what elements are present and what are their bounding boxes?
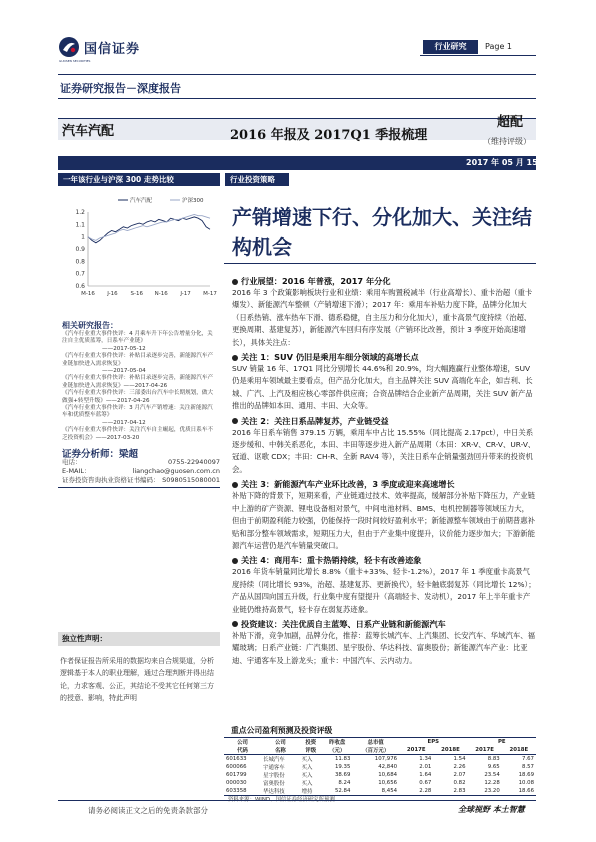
table-cell: 603358 bbox=[224, 787, 261, 796]
table-header-cell: （元） bbox=[322, 746, 352, 755]
section-bullet bbox=[232, 276, 536, 287]
table-cell: 10,656 bbox=[378, 780, 398, 786]
analyst-contact-row bbox=[62, 476, 220, 485]
section-text: 补贴下降的背景下，短期来看，产业链通过技术、效率提高，缓解部分补贴下降压力，产业链中上游的矿产资源、锂电设备相对景气，中间电池材料、BMS、电机控制器等领域压力大，但由于前期盈利能力较强，仍能保持一段时间较好盈利水平；新能源整车领域由于前期普惠补贴和部分整车领域需求，短期压力大，但由于产业集中度提升，议价能力逐步加大；下游新能源汽车运营仍是汽车销量突破口。 bbox=[232, 491, 536, 550]
section-text: 2016 年货车销量同比增长 8.8%（重卡+33%、轻卡-1.2%），2017 年 1 季度重卡高景气度持续（同比增长 93%，治超、基建复苏、更新换代），轻卡触底弱复苏（同比增长 12%）；产品从国四向国五升级，行业集中度有望提升（高端轻卡、发动机），2017 年上半年重卡产业链仍维持高景气，轻卡存在弱复苏迹象。 bbox=[232, 567, 536, 614]
footer-disclaimer: 请务必阅读正文之后的免责条款部分 bbox=[88, 806, 208, 815]
related-heading: 相关研究报告： bbox=[62, 321, 118, 330]
table-title: 重点公司盈利预测及投资评级 bbox=[231, 726, 333, 735]
section-text: 2016 年 3 个政策影响板块行业和业绩：乘用车购置税减半（行业高增长）、重卡治超（重卡爆发）、新能源汽车整顿（产销增速下滑）；2017 年：乘用车补贴力度下降，品牌分化加大（日系热销、涨车热车下滑、德系稳健，自主压力和分化加大），重卡高景气度持续（治超、更换周期、基建复苏），新能源汽车回归有序发展（产销环比改善，预计 3 季度开始高速增长），具体关注点： bbox=[232, 288, 533, 347]
contact-value: liangchao@guosen.com.cn bbox=[132, 467, 220, 475]
related-report-item: 《汽车行业重大事件快评：4 月乘车升下年公告增量分化，关注自主优质蓝筹，日系车产业链》 bbox=[62, 331, 213, 345]
bullet-dot-icon bbox=[232, 558, 238, 564]
chart-y-tick-label: 1.1 bbox=[75, 221, 85, 229]
table-cell: 2.01 bbox=[419, 764, 432, 770]
section-title: 投资建议：关注优质自主蓝筹、日系产业链和新能源汽车 bbox=[241, 618, 446, 629]
table-cell: 7.67 bbox=[521, 756, 534, 762]
chart-heading: 一年该行业与沪深 300 走势比较 bbox=[58, 173, 220, 186]
page-number: Page 1 bbox=[485, 42, 512, 51]
table-cell: 2.26 bbox=[453, 764, 466, 770]
table-cell: 10,684 bbox=[378, 772, 398, 778]
table-header-cell: 公司 bbox=[224, 738, 261, 747]
report-title: 2016 年报及 2017Q1 季报梳理 bbox=[230, 128, 428, 143]
table-header-cell: （百万元） bbox=[352, 746, 399, 755]
related-reports-list bbox=[62, 331, 217, 442]
table-cell: 2.07 bbox=[453, 772, 466, 778]
table-cell: 买入 bbox=[301, 781, 313, 787]
bullet-dot-icon bbox=[232, 621, 238, 627]
table-cell: 18.66 bbox=[502, 787, 536, 796]
table-cell: 8.83 bbox=[487, 756, 500, 762]
table-cell: 华达科技 bbox=[261, 787, 300, 796]
table-cell: 0.67 bbox=[419, 780, 432, 786]
table-cell: 星宇股份 bbox=[263, 773, 285, 779]
table-cell: 宇通客车 bbox=[263, 765, 285, 771]
table-row bbox=[224, 771, 536, 779]
analyst-rule bbox=[58, 487, 220, 488]
related-report-item: 《汽车行业重大事件快评：三部委出台汽车中长期规划，做大做强+转型升级》——2017-04-26 bbox=[62, 390, 214, 404]
table-cell: 买入 bbox=[301, 765, 313, 771]
table-cell: 42,840 bbox=[378, 764, 398, 770]
table-header-cell: PE bbox=[468, 738, 536, 747]
table-header-cell: 评级 bbox=[300, 746, 322, 755]
rating-note: （维持评级） bbox=[483, 137, 531, 146]
section-bullet bbox=[232, 352, 536, 363]
table-source bbox=[228, 795, 335, 803]
table-cell: 增持 bbox=[300, 787, 322, 796]
footer-rule bbox=[58, 800, 536, 801]
chart-series-line bbox=[88, 217, 210, 243]
table-header-cell: 名称 bbox=[261, 746, 300, 755]
table-row bbox=[224, 763, 536, 771]
table-cell: 38.69 bbox=[334, 772, 351, 778]
related-report-item: 《汽车行业重大事件快评：补贴目录逐步完善，新能源汽车产业链加快进入需求恢复》 bbox=[62, 353, 214, 367]
related-report-item: ——2017-05-04 bbox=[102, 368, 146, 375]
section-text: SUV 销量 16 年、17Q1 同比分别增长 44.6%和 20.9%，均大幅跑赢行业整体增速，SUV 仍是乘用车领域最主要看点，但产品分化加大，自主品牌关注 SUV 高端化车企，如吉利、长城、广汽、上汽及相应核心零部件供应商；合资品牌结合企业新产品周期，关注 SUV 新产品推出的品牌如本田、通用、丰田、大众等。 bbox=[232, 364, 533, 411]
section-title: 关注 2：关注日系品牌复苏，产业链受益 bbox=[241, 415, 389, 426]
table-row bbox=[224, 755, 536, 764]
chart-x-tick-label: J-16 bbox=[107, 291, 118, 297]
table-cell: 买入 bbox=[301, 757, 313, 763]
chart-y-tick-label: 0.7 bbox=[75, 270, 85, 278]
report-category: 证券研究报告－深度报告 bbox=[60, 82, 181, 95]
chart-x-tick-label: J-17 bbox=[180, 291, 191, 297]
analyst-contact-row bbox=[62, 467, 220, 476]
chart-y-tick-label: 1.2 bbox=[75, 209, 85, 216]
table-header-cell: 总市值 bbox=[352, 738, 399, 747]
analyst-contact bbox=[62, 458, 220, 485]
table-cell: 52.84 bbox=[322, 787, 352, 796]
chart-y-tick-label: 1 bbox=[81, 233, 85, 241]
headline-rule bbox=[224, 263, 536, 264]
chart-x-tick-label: M-16 bbox=[81, 291, 95, 297]
main-body bbox=[232, 276, 536, 667]
table-cell: 1.54 bbox=[453, 756, 466, 762]
table-header-cell: 2018E bbox=[433, 746, 467, 755]
table-cell: 000030 bbox=[226, 780, 247, 786]
contact-label: 电话： bbox=[62, 458, 82, 466]
section-title: 关注 1：SUV 仍旧是乘用车细分领域的高增长点 bbox=[241, 352, 419, 363]
related-report-item: ——2017-05-12 bbox=[102, 345, 146, 352]
table-cell: 买入 bbox=[301, 773, 313, 779]
table-cell: 8.57 bbox=[521, 764, 534, 770]
chart-x-tick-label: M-17 bbox=[203, 291, 217, 297]
section-text: 补贴下滑，竞争加剧，品牌分化，推荐：蓝筹长城汽车、上汽集团、长安汽车、华域汽车、福耀玻璃；日系产业链：广汽集团、星宇股份、华达科技、富奥股份；新能源汽车产业：比亚迪、宇通客车及上游龙头；重卡：中国汽车、云内动力。 bbox=[232, 630, 536, 665]
table-cell: 2.28 bbox=[399, 787, 433, 796]
section-title: 关注 3：新能源汽车产业环比改善，3 季度或迎来高速增长 bbox=[241, 479, 455, 490]
contact-label: E-MAIL： bbox=[62, 467, 91, 475]
table-header-cell: 昨收盘 bbox=[322, 738, 352, 747]
table-header-cell: 2017E bbox=[468, 746, 502, 755]
report-date: 2017 年 05 月 15 日 bbox=[466, 158, 549, 167]
brand-sub: GUOSEN SECURITIES bbox=[59, 59, 91, 63]
related-report-item: 《汽车行业重大事件快评：补贴目录逐步完善，新能源汽车产业链加快进入需求恢复》——2017-04-26 bbox=[62, 375, 214, 389]
table-row bbox=[224, 779, 536, 787]
table-header-cell: 2018E bbox=[502, 746, 536, 755]
footer-slogan: 全球视野 本土智慧 bbox=[458, 804, 525, 814]
table-cell: 长城汽车 bbox=[263, 757, 285, 763]
section-title: 关注 4：商用车：重卡热销持续，轻卡有改善迹象 bbox=[241, 555, 422, 566]
chart-x-tick-label: N-16 bbox=[154, 291, 168, 297]
table-cell: 107,976 bbox=[374, 756, 398, 762]
table-cell: 8.24 bbox=[338, 780, 351, 786]
trend-chart bbox=[58, 190, 218, 310]
chart-series-line bbox=[88, 215, 210, 241]
table-cell: 富奥股份 bbox=[263, 781, 285, 787]
chart-y-tick-label: 0.8 bbox=[75, 258, 85, 266]
related-report-item: 《汽车行业重大事件快评：3 月汽车产销增速：关注新能源汽车和优质整车蓝筹》 bbox=[62, 405, 213, 419]
section-bullet bbox=[232, 479, 536, 490]
related-report-item: 《汽车行业重大事件快评：关注汽车自主崛起，优质日系车不乏投资机会》——2017-03-20 bbox=[62, 427, 214, 441]
guosen-logo-icon bbox=[58, 36, 80, 58]
strategy-heading: 行业投资策略 bbox=[225, 173, 289, 186]
table-cell: 18.69 bbox=[518, 772, 534, 778]
table-cell: 0.82 bbox=[453, 780, 466, 786]
report-type-badge: 行业研究 bbox=[423, 40, 478, 54]
table-header-cell: 投资 bbox=[300, 738, 322, 747]
contact-value: S0980515080001 bbox=[162, 476, 220, 484]
disclaimer-heading: 独立性声明： bbox=[58, 632, 220, 646]
section-bullet bbox=[232, 555, 536, 566]
table-cell: 600066 bbox=[226, 764, 247, 770]
top-rule bbox=[58, 74, 536, 75]
category-rule bbox=[58, 98, 536, 99]
table-cell: 9.65 bbox=[487, 764, 500, 770]
table-cell: 1.64 bbox=[419, 772, 432, 778]
table-cell: 1.34 bbox=[419, 756, 432, 762]
rating: 超配 bbox=[497, 115, 524, 130]
table-cell: 19.35 bbox=[334, 764, 351, 770]
contact-label: 证券投资咨询执业资格证书编码： bbox=[62, 476, 160, 484]
table-header-cell: 2017E bbox=[399, 746, 433, 755]
chart-legend-label: 沪深300 bbox=[182, 198, 204, 204]
table-header-cell: EPS bbox=[399, 738, 467, 747]
analyst-heading: 证券分析师：梁超 bbox=[62, 449, 139, 460]
table-cell: 2.83 bbox=[433, 787, 467, 796]
section-bullet bbox=[232, 416, 536, 427]
chart-y-tick-label: 0.9 bbox=[75, 246, 85, 253]
date-bar bbox=[58, 156, 536, 170]
bullet-dot-icon bbox=[232, 355, 238, 361]
table-header-cell: 代码 bbox=[224, 746, 261, 755]
header-rule bbox=[420, 55, 536, 56]
table-cell: 23.20 bbox=[468, 787, 502, 796]
table-cell: 10.08 bbox=[518, 780, 534, 786]
headline: 产销增速下行、分化加大、关注结构机会 bbox=[232, 205, 532, 259]
chart-y-tick-label: 0.6 bbox=[75, 283, 85, 290]
industry-name: 汽车汽配 bbox=[62, 124, 115, 139]
analyst-contact-row bbox=[62, 458, 220, 467]
table-header-cell: 公司 bbox=[261, 738, 300, 747]
bullet-dot-icon bbox=[232, 418, 238, 424]
contact-value: 0755-22940097 bbox=[168, 458, 220, 466]
table-cell: 11.83 bbox=[334, 756, 351, 762]
brand-name: 国信证券 bbox=[84, 42, 141, 57]
table-cell: 601799 bbox=[226, 772, 247, 778]
bullet-dot-icon bbox=[232, 482, 238, 488]
section-text: 2016 年日系车销售 379.15 万辆，乘用车中占比 15.55%（同比提高 2.17pct），中日关系逐步缓和、中韩关系恶化，本田、丰田等逐步进入新产品周期（本田：XR-V、CR-V、UR-V、冠道、讴歌 CDX；丰田：CH-R、全新 RAV4 等），关注日系车企销量强劲回升带来的投资机会。 bbox=[232, 427, 536, 474]
earnings-table bbox=[224, 737, 536, 796]
table-cell: 8,454 bbox=[352, 787, 399, 796]
section-title: 行业展望：2016 年普涨，2017 年分化 bbox=[241, 276, 391, 286]
section-bullet bbox=[232, 619, 536, 630]
disclaimer-text: 作者保证报告所采用的数据均来自合规渠道，分析逻辑基于本人的职业理解，通过合理判断并得出结论，力求客观、公正，其结论不受其它任何第三方的授意、影响，特此声明 bbox=[60, 657, 214, 703]
related-report-item: ——2017-04-12 bbox=[102, 419, 146, 426]
chart-legend-label: 汽车汽配 bbox=[130, 198, 153, 204]
table-cell: 601633 bbox=[226, 756, 247, 762]
chart-x-tick-label: S-16 bbox=[130, 291, 144, 297]
bullet-dot-icon bbox=[232, 279, 238, 285]
table-cell: 12.28 bbox=[484, 780, 500, 786]
table-cell: 23.54 bbox=[484, 772, 500, 778]
